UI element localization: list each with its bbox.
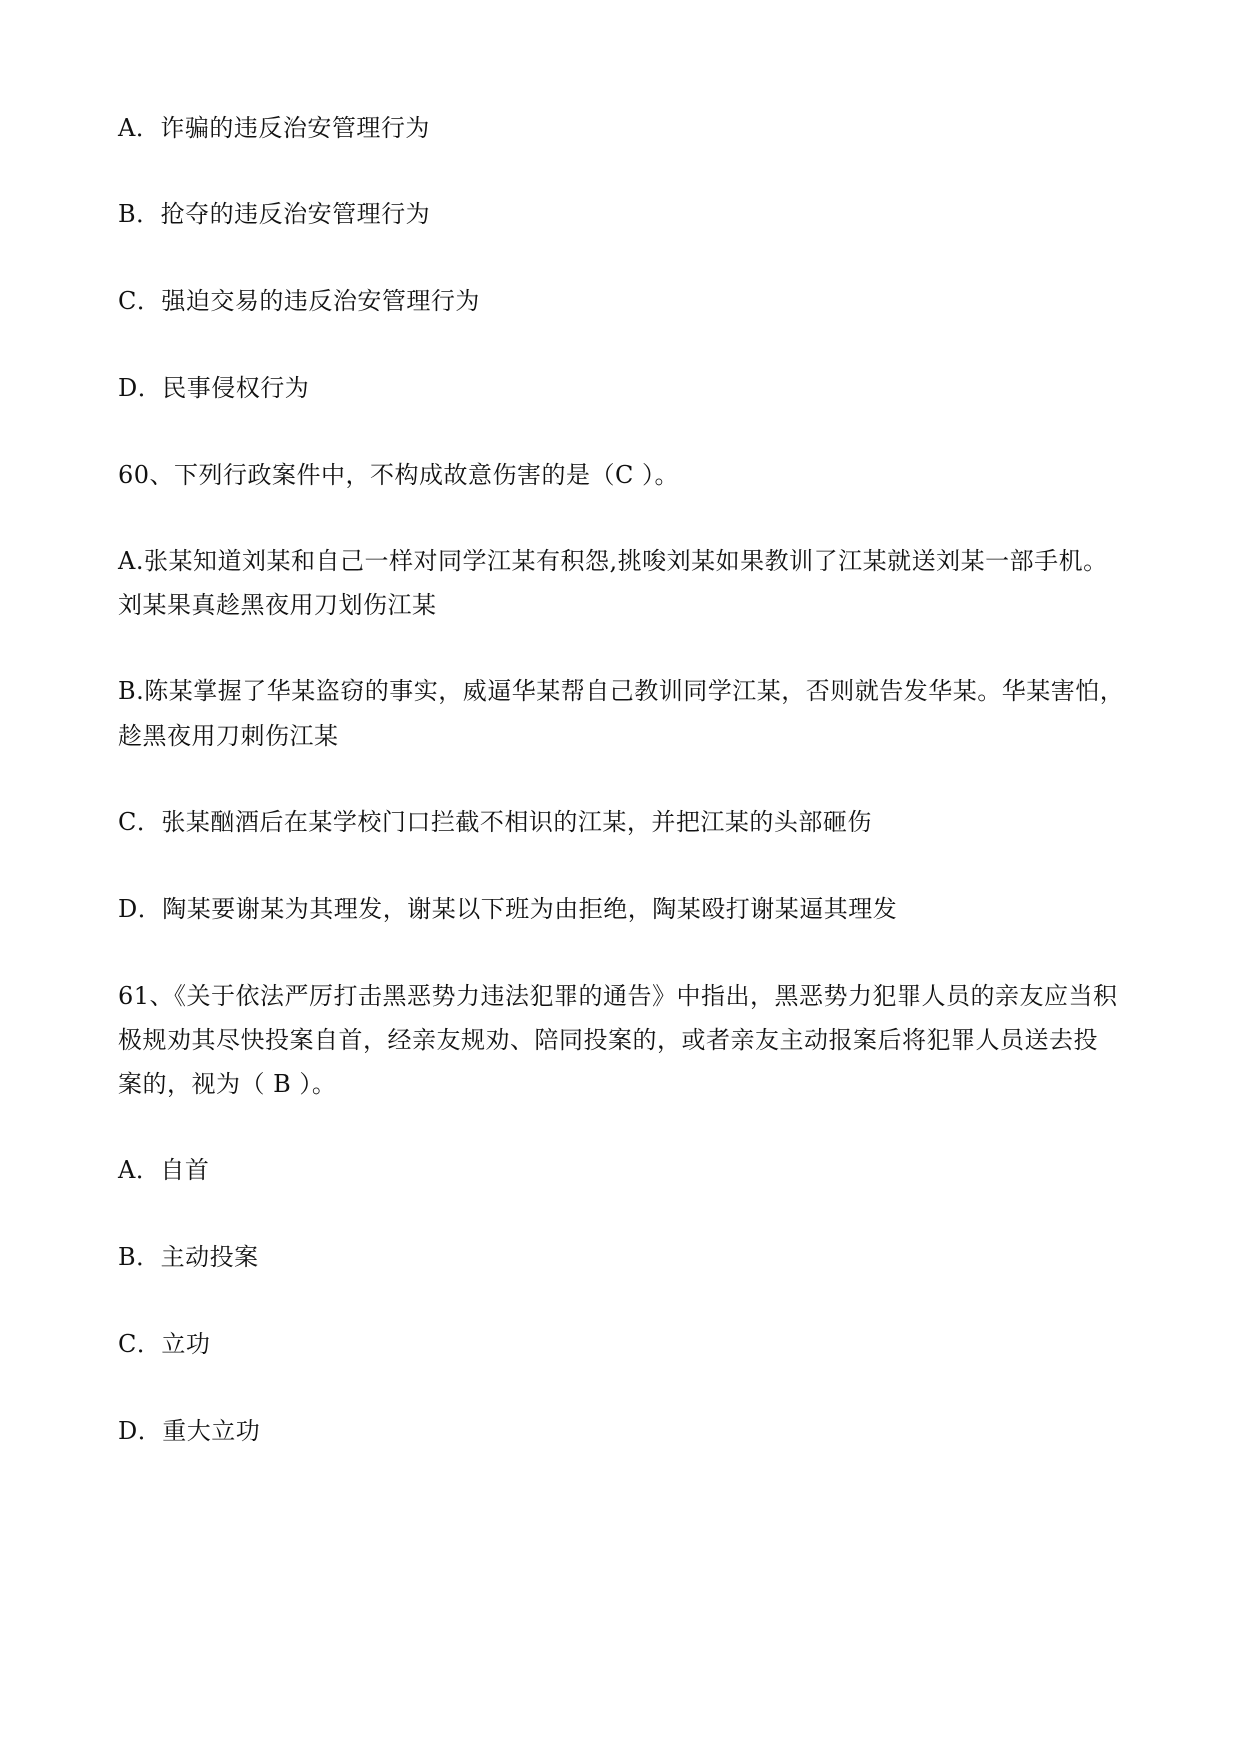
- q60-option-c: C．张某酗酒后在某学校门口拦截不相识的江某，并把江某的头部砸伤: [118, 808, 872, 836]
- q60-option-a-line1: A.张某知道刘某和自己一样对同学江某有积怨,挑唆刘某如果教训了江某就送刘某一部手机。: [118, 547, 1108, 575]
- q61-option-a: A．自首: [118, 1156, 210, 1184]
- q60-option-b-line1: B.陈某掌握了华某盗窃的事实，威逼华某帮自己教训同学江某，否则就告发华某。华某害怕，: [118, 677, 1125, 705]
- q61-option-b: B．主动投案: [118, 1243, 259, 1271]
- q59-option-d: D．民事侵权行为: [118, 374, 310, 402]
- q61-stem-line2: 极规劝其尽快投案自首，经亲友规劝、陪同投案的，或者亲友主动报案后将犯罪人员送去投: [118, 1026, 1098, 1054]
- q60-option-b-line2: 趁黑夜用刀刺伤江某: [118, 722, 339, 750]
- q60-option-a-line2: 刘某果真趁黑夜用刀划伤江某: [118, 591, 437, 619]
- q61-stem-line3: 案的，视为（ B ）。: [118, 1070, 337, 1098]
- q61-option-d: D．重大立功: [118, 1417, 261, 1445]
- q61-stem-line1: 61、《关于依法严厉打击黑恶势力违法犯罪的通告》中指出，黑恶势力犯罪人员的亲友应当积: [118, 982, 1118, 1010]
- q60-option-d: D．陶某要谢某为其理发，谢某以下班为由拒绝，陶某殴打谢某逼其理发: [118, 895, 898, 923]
- q60-stem: 60、下列行政案件中，不构成故意伤害的是（C ）。: [118, 461, 680, 489]
- q61-option-c: C．立功: [118, 1330, 211, 1358]
- q59-option-c: C．强迫交易的违反治安管理行为: [118, 287, 480, 315]
- q59-option-a: A．诈骗的违反治安管理行为: [118, 114, 430, 142]
- q59-option-b: B．抢夺的违反治安管理行为: [118, 200, 431, 228]
